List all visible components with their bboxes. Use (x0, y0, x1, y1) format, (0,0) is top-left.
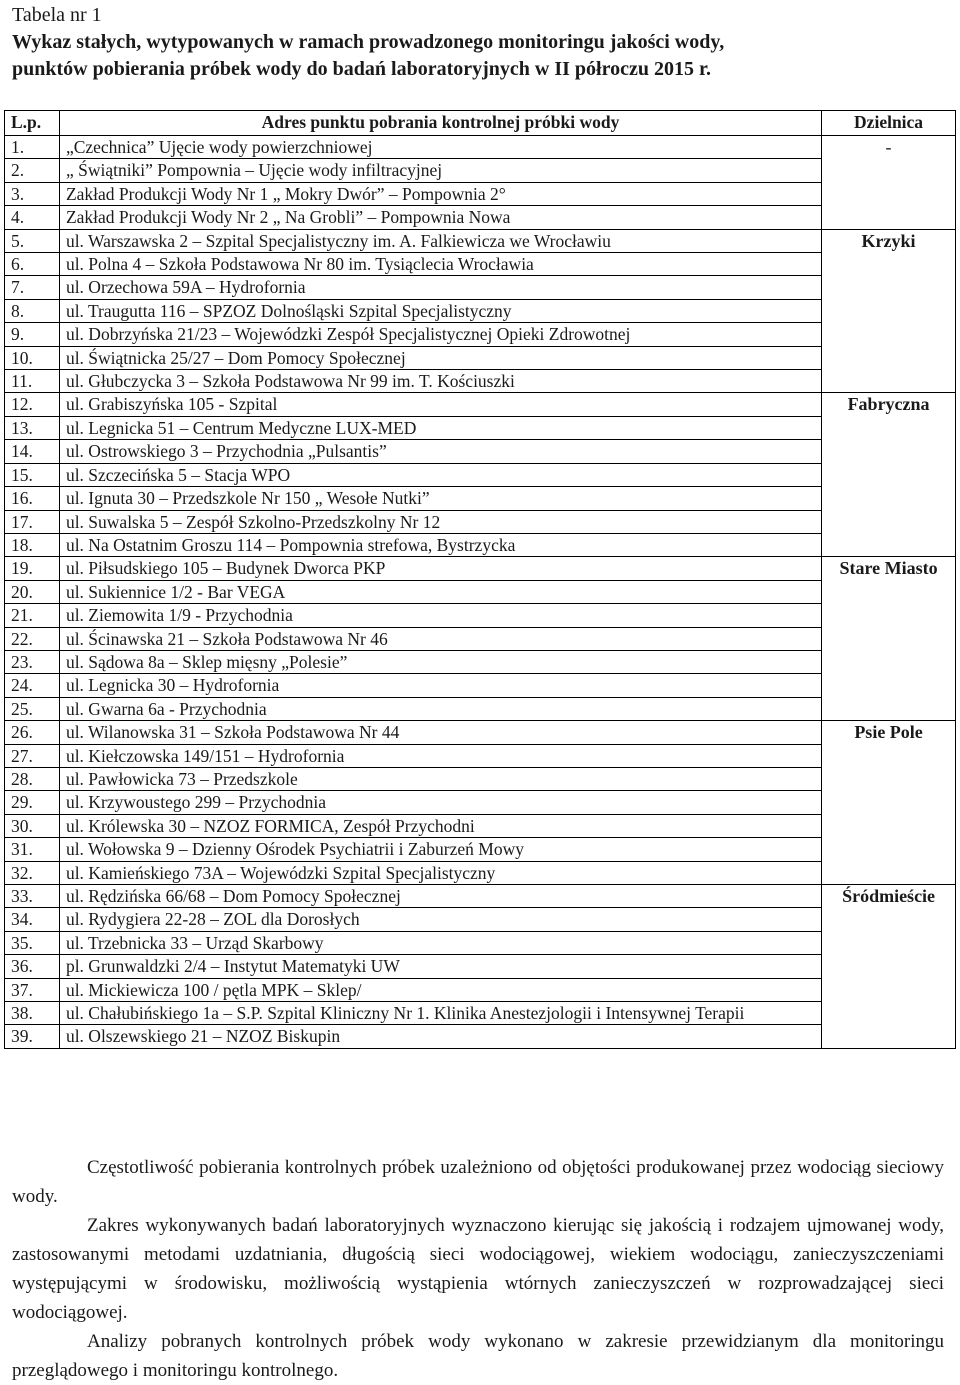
table-row (5, 955, 956, 978)
row-number: 3. (5, 182, 60, 205)
sampling-address: Zakład Produkcji Wody Nr 2 „ Na Grobli” – Pompownia Nowa (59, 206, 821, 229)
sampling-address: ul. Olszewskiego 21 – NZOZ Biskupin (59, 1025, 821, 1048)
table-row (5, 557, 956, 580)
table-row (5, 487, 956, 510)
row-number: 35. (5, 931, 60, 954)
document-title-line-1: Wykaz stałych, wytypowanych w ramach prowadzonego monitoringu jakości wody, (12, 31, 725, 53)
table-row (5, 299, 956, 322)
sampling-address: ul. Mickiewicza 100 / pętla MPK – Sklep/ (59, 978, 821, 1001)
title-block (12, 2, 952, 83)
table-row (5, 276, 956, 299)
row-number: 16. (5, 487, 60, 510)
row-number: 19. (5, 557, 60, 580)
row-number: 20. (5, 580, 60, 603)
document-title-line-2: punktów pobierania próbek wody do badań laboratoryjnych w II półroczu 2015 r. (12, 58, 712, 80)
sampling-address: ul. Na Ostatnim Groszu 114 – Pompownia strefowa, Bystrzycka (59, 533, 821, 556)
sampling-address: Zakład Produkcji Wody Nr 1 „ Mokry Dwór” – Pompownia 2° (59, 182, 821, 205)
district-cell: Fabryczna (822, 393, 956, 557)
table-row (5, 580, 956, 603)
row-number: 15. (5, 463, 60, 486)
sampling-points-table (4, 110, 956, 1049)
note-paragraph-3: Analizy pobranych kontrolnych próbek wody wykonano w zakresie przewidzianym dla monitoringu przeglądowego i monitoringu kontrolnego. (12, 1331, 944, 1381)
header-lp: L.p. (5, 111, 60, 136)
row-number: 11. (5, 370, 60, 393)
row-number: 4. (5, 206, 60, 229)
sampling-address: ul. Rydygiera 22-28 – ZOL dla Dorosłych (59, 908, 821, 931)
table-row (5, 159, 956, 182)
sampling-address: ul. Królewska 30 – NZOZ FORMICA, Zespół Przychodni (59, 814, 821, 837)
sampling-address: ul. Wilanowska 31 – Szkoła Podstawowa Nr 44 (59, 721, 821, 744)
row-number: 5. (5, 229, 60, 252)
table-row (5, 978, 956, 1001)
table-row (5, 908, 956, 931)
row-number: 13. (5, 416, 60, 439)
sampling-address: ul. Trzebnicka 33 – Urząd Skarbowy (59, 931, 821, 954)
row-number: 17. (5, 510, 60, 533)
row-number: 24. (5, 674, 60, 697)
row-number: 22. (5, 627, 60, 650)
district-cell: Stare Miasto (822, 557, 956, 721)
sampling-address: ul. Wołowska 9 – Dzienny Ośrodek Psychiatrii i Zaburzeń Mowy (59, 838, 821, 861)
row-number: 36. (5, 955, 60, 978)
sampling-address: ul. Szczecińska 5 – Stacja WPO (59, 463, 821, 486)
table-row (5, 182, 956, 205)
sampling-address: ul. Sukiennice 1/2 - Bar VEGA (59, 580, 821, 603)
row-number: 23. (5, 650, 60, 673)
table-row (5, 931, 956, 954)
sampling-address: ul. Legnicka 51 – Centrum Medyczne LUX-MED (59, 416, 821, 439)
district-cell: Psie Pole (822, 721, 956, 885)
table-row (5, 510, 956, 533)
sampling-address: pl. Grunwaldzki 2/4 – Instytut Matematyki UW (59, 955, 821, 978)
sampling-address: ul. Grabiszyńska 105 - Szpital (59, 393, 821, 416)
table-row (5, 229, 956, 252)
sampling-address: ul. Piłsudskiego 105 – Budynek Dworca PKP (59, 557, 821, 580)
sampling-address: ul. Rędzińska 66/68 – Dom Pomocy Społecznej (59, 885, 821, 908)
row-number: 2. (5, 159, 60, 182)
table-row (5, 885, 956, 908)
sampling-address: ul. Traugutta 116 – SPZOZ Dolnośląski Szpital Specjalistyczny (59, 299, 821, 322)
sampling-address: ul. Ścinawska 21 – Szkoła Podstawowa Nr 46 (59, 627, 821, 650)
sampling-address: ul. Ignuta 30 – Przedszkole Nr 150 „ Wesołe Nutki” (59, 487, 821, 510)
notes-section (12, 1153, 944, 1385)
row-number: 33. (5, 885, 60, 908)
table-row (5, 393, 956, 416)
table-row (5, 1025, 956, 1048)
row-number: 27. (5, 744, 60, 767)
sampling-address: ul. Suwalska 5 – Zespół Szkolno-Przedszkolny Nr 12 (59, 510, 821, 533)
row-number: 34. (5, 908, 60, 931)
table-header-row (5, 111, 956, 136)
sampling-address: ul. Orzechowa 59A – Hydrofornia (59, 276, 821, 299)
row-number: 21. (5, 604, 60, 627)
table-row (5, 370, 956, 393)
table-row (5, 136, 956, 159)
row-number: 7. (5, 276, 60, 299)
table-row (5, 253, 956, 276)
sampling-address: ul. Sądowa 8a – Sklep mięsny „Polesie” (59, 650, 821, 673)
district-cell: - (822, 136, 956, 230)
header-district: Dzielnica (822, 111, 956, 136)
table-row (5, 1002, 956, 1025)
table-row (5, 346, 956, 369)
table-row (5, 604, 956, 627)
table-number: Tabela nr 1 (12, 4, 102, 26)
district-cell: Śródmieście (822, 885, 956, 1049)
sampling-address: ul. Kiełczowska 149/151 – Hydrofornia (59, 744, 821, 767)
table-row (5, 838, 956, 861)
table-row (5, 440, 956, 463)
row-number: 31. (5, 838, 60, 861)
row-number: 39. (5, 1025, 60, 1048)
row-number: 32. (5, 861, 60, 884)
row-number: 12. (5, 393, 60, 416)
table-row (5, 721, 956, 744)
row-number: 25. (5, 697, 60, 720)
row-number: 28. (5, 767, 60, 790)
table-row (5, 463, 956, 486)
note-paragraph-2: Zakres wykonywanych badań laboratoryjnych wyznaczono kierując się jakością i rodzajem ujmowanej wody, zastosowanymi metodami uzdatniania, długością sieci wodociągowej, wiekiem wodociągu, zanieczyszczeniami występującymi w środowisku, możliwością wystąpienia wtórnych zanieczyszczeń w rozprowadzającej sieci wodociągowej. (12, 1215, 944, 1323)
table-row (5, 744, 956, 767)
sampling-address: „Czechnica” Ujęcie wody powierzchniowej (59, 136, 821, 159)
district-cell: Krzyki (822, 229, 956, 393)
table-row (5, 627, 956, 650)
sampling-address: ul. Legnicka 30 – Hydrofornia (59, 674, 821, 697)
row-number: 14. (5, 440, 60, 463)
sampling-address: ul. Głubczycka 3 – Szkoła Podstawowa Nr 99 im. T. Kościuszki (59, 370, 821, 393)
table-row (5, 650, 956, 673)
row-number: 10. (5, 346, 60, 369)
table-row (5, 767, 956, 790)
sampling-address: ul. Dobrzyńska 21/23 – Wojewódzki Zespół Specjalistycznej Opieki Zdrowotnej (59, 323, 821, 346)
sampling-address: ul. Polna 4 – Szkoła Podstawowa Nr 80 im. Tysiąclecia Wrocławia (59, 253, 821, 276)
sampling-address: ul. Krzywoustego 299 – Przychodnia (59, 791, 821, 814)
sampling-address: ul. Kamieńskiego 73A – Wojewódzki Szpital Specjalistyczny (59, 861, 821, 884)
sampling-address: ul. Chałubińskiego 1a – S.P. Szpital Kliniczny Nr 1. Klinika Anestezjologii i Intensywnej Terapii (59, 1002, 821, 1025)
row-number: 30. (5, 814, 60, 837)
note-paragraph-1: Częstotliwość pobierania kontrolnych próbek uzależniono od objętości produkowanej przez wodociąg sieciowy wody. (12, 1157, 944, 1207)
row-number: 9. (5, 323, 60, 346)
row-number: 6. (5, 253, 60, 276)
row-number: 18. (5, 533, 60, 556)
table-row (5, 674, 956, 697)
row-number: 29. (5, 791, 60, 814)
row-number: 26. (5, 721, 60, 744)
sampling-address: ul. Ziemowita 1/9 - Przychodnia (59, 604, 821, 627)
table-row (5, 861, 956, 884)
row-number: 38. (5, 1002, 60, 1025)
table-row (5, 416, 956, 439)
table-row (5, 814, 956, 837)
sampling-address: ul. Pawłowicka 73 – Przedszkole (59, 767, 821, 790)
table-row (5, 323, 956, 346)
table-row (5, 206, 956, 229)
row-number: 37. (5, 978, 60, 1001)
sampling-address: ul. Warszawska 2 – Szpital Specjalistyczny im. A. Falkiewicza we Wrocławiu (59, 229, 821, 252)
table-row (5, 533, 956, 556)
table-body (5, 136, 956, 1049)
row-number: 8. (5, 299, 60, 322)
sampling-address: „ Świątniki” Pompownia – Ujęcie wody infiltracyjnej (59, 159, 821, 182)
sampling-address: ul. Świątnicka 25/27 – Dom Pomocy Społecznej (59, 346, 821, 369)
table-row (5, 697, 956, 720)
sampling-address: ul. Ostrowskiego 3 – Przychodnia „Pulsantis” (59, 440, 821, 463)
row-number: 1. (5, 136, 60, 159)
header-address: Adres punktu pobrania kontrolnej próbki wody (59, 111, 821, 136)
sampling-address: ul. Gwarna 6a - Przychodnia (59, 697, 821, 720)
table-row (5, 791, 956, 814)
